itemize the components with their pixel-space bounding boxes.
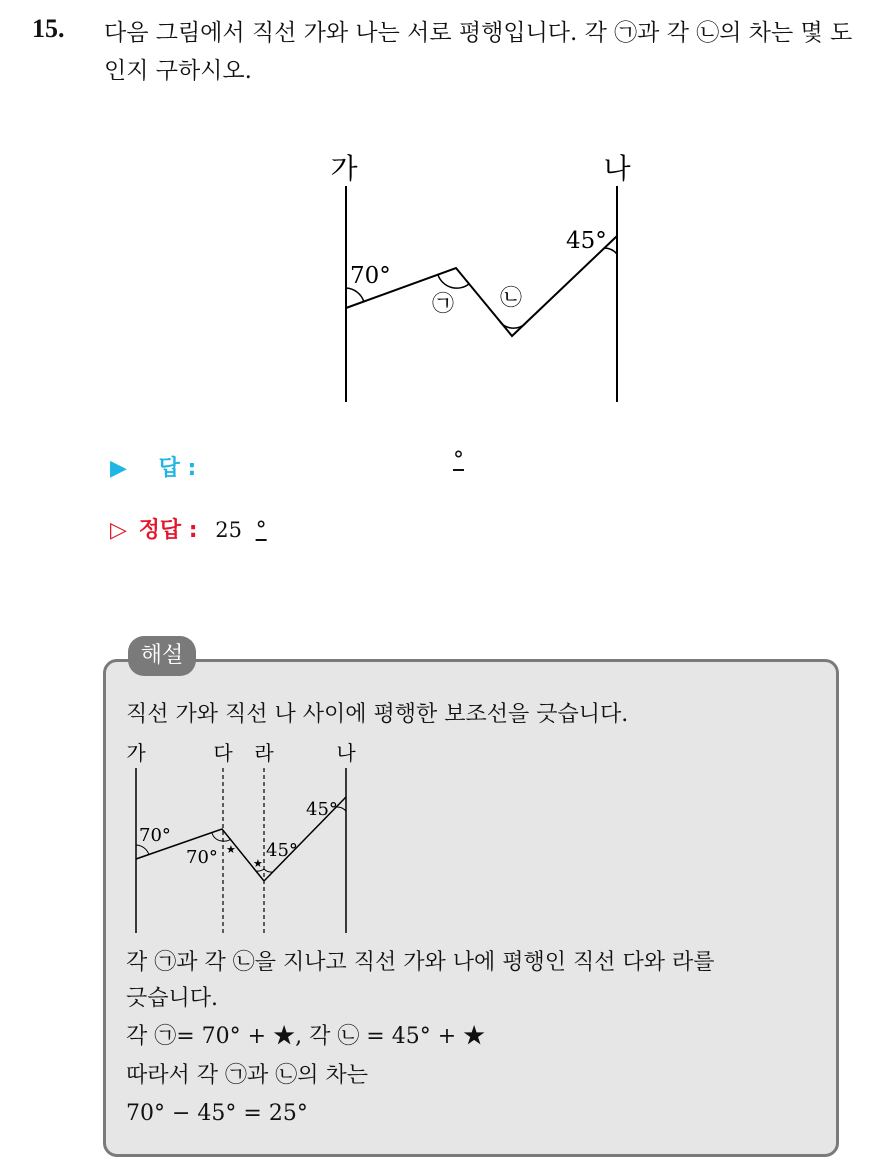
sol-line-da-label: 다 (213, 741, 233, 765)
solution-line-3: 각 ㉠= 70° + ★, 각 ㉡ = 45° + ★ (126, 1024, 486, 1049)
angle-arc-70 (346, 288, 364, 302)
sol-angle-45-top: 45° (306, 799, 338, 820)
solution-line-5: 70° − 45° = 25° (126, 1101, 308, 1126)
sol-arc-star-a (223, 839, 231, 841)
solution-intro: 직선 가와 직선 나 사이에 평행한 보조선을 긋습니다. (126, 702, 629, 727)
angle-mark-a: ㉠ (431, 292, 455, 317)
solution-line-1: 각 ㉠과 각 ㉡을 지나고 직선 가와 나에 평행인 직선 다와 라를 (126, 950, 715, 975)
solution-tab: 해설 (128, 636, 196, 676)
sol-star-a: ★ (226, 843, 236, 856)
sol-line-ra-label: 라 (254, 741, 274, 765)
sol-arc-70-top (136, 845, 149, 855)
line-na-label: 나 (603, 152, 631, 185)
sol-star-b: ★ (253, 857, 263, 870)
correct-label: 정답 : (138, 518, 198, 543)
solution-line-2: 긋습니다. (126, 986, 219, 1011)
line-ga-label: 가 (330, 152, 358, 185)
answer-row (110, 451, 196, 482)
sol-line-ga-label: 가 (126, 741, 146, 765)
correct-row (110, 513, 267, 544)
question-number: 15. (32, 14, 65, 43)
answer-label: 답 : (158, 456, 197, 481)
answer-unit: ° (453, 448, 464, 473)
problem-figure (0, 0, 884, 420)
correct-value: 25 (215, 518, 242, 542)
correct-unit: ° (255, 518, 267, 543)
solution-line-4: 따라서 각 ㉠과 ㉡의 차는 (126, 1063, 368, 1088)
sol-angle-45-inner: 45° (266, 840, 298, 861)
angle-label-70: 70° (350, 263, 391, 289)
sol-arc-45-inner (264, 869, 273, 872)
solution-figure (110, 735, 370, 935)
angle-label-45: 45° (566, 228, 607, 254)
sol-angle-70-top: 70° (139, 825, 171, 846)
sol-line-na-label: 나 (336, 741, 356, 765)
sol-angle-70-inner: 70° (186, 847, 218, 868)
correct-arrow-icon: ▷ (110, 518, 127, 543)
sol-arc-70-inner (212, 833, 223, 841)
angle-mark-b: ㉡ (499, 286, 523, 311)
question-text: 다음 그림에서 직선 가와 나는 서로 평행입니다. 각 ㉠과 각 ㉡의 차는 몇 도인지 구하시오. (104, 20, 853, 84)
answer-arrow-icon: ▶ (110, 456, 127, 481)
